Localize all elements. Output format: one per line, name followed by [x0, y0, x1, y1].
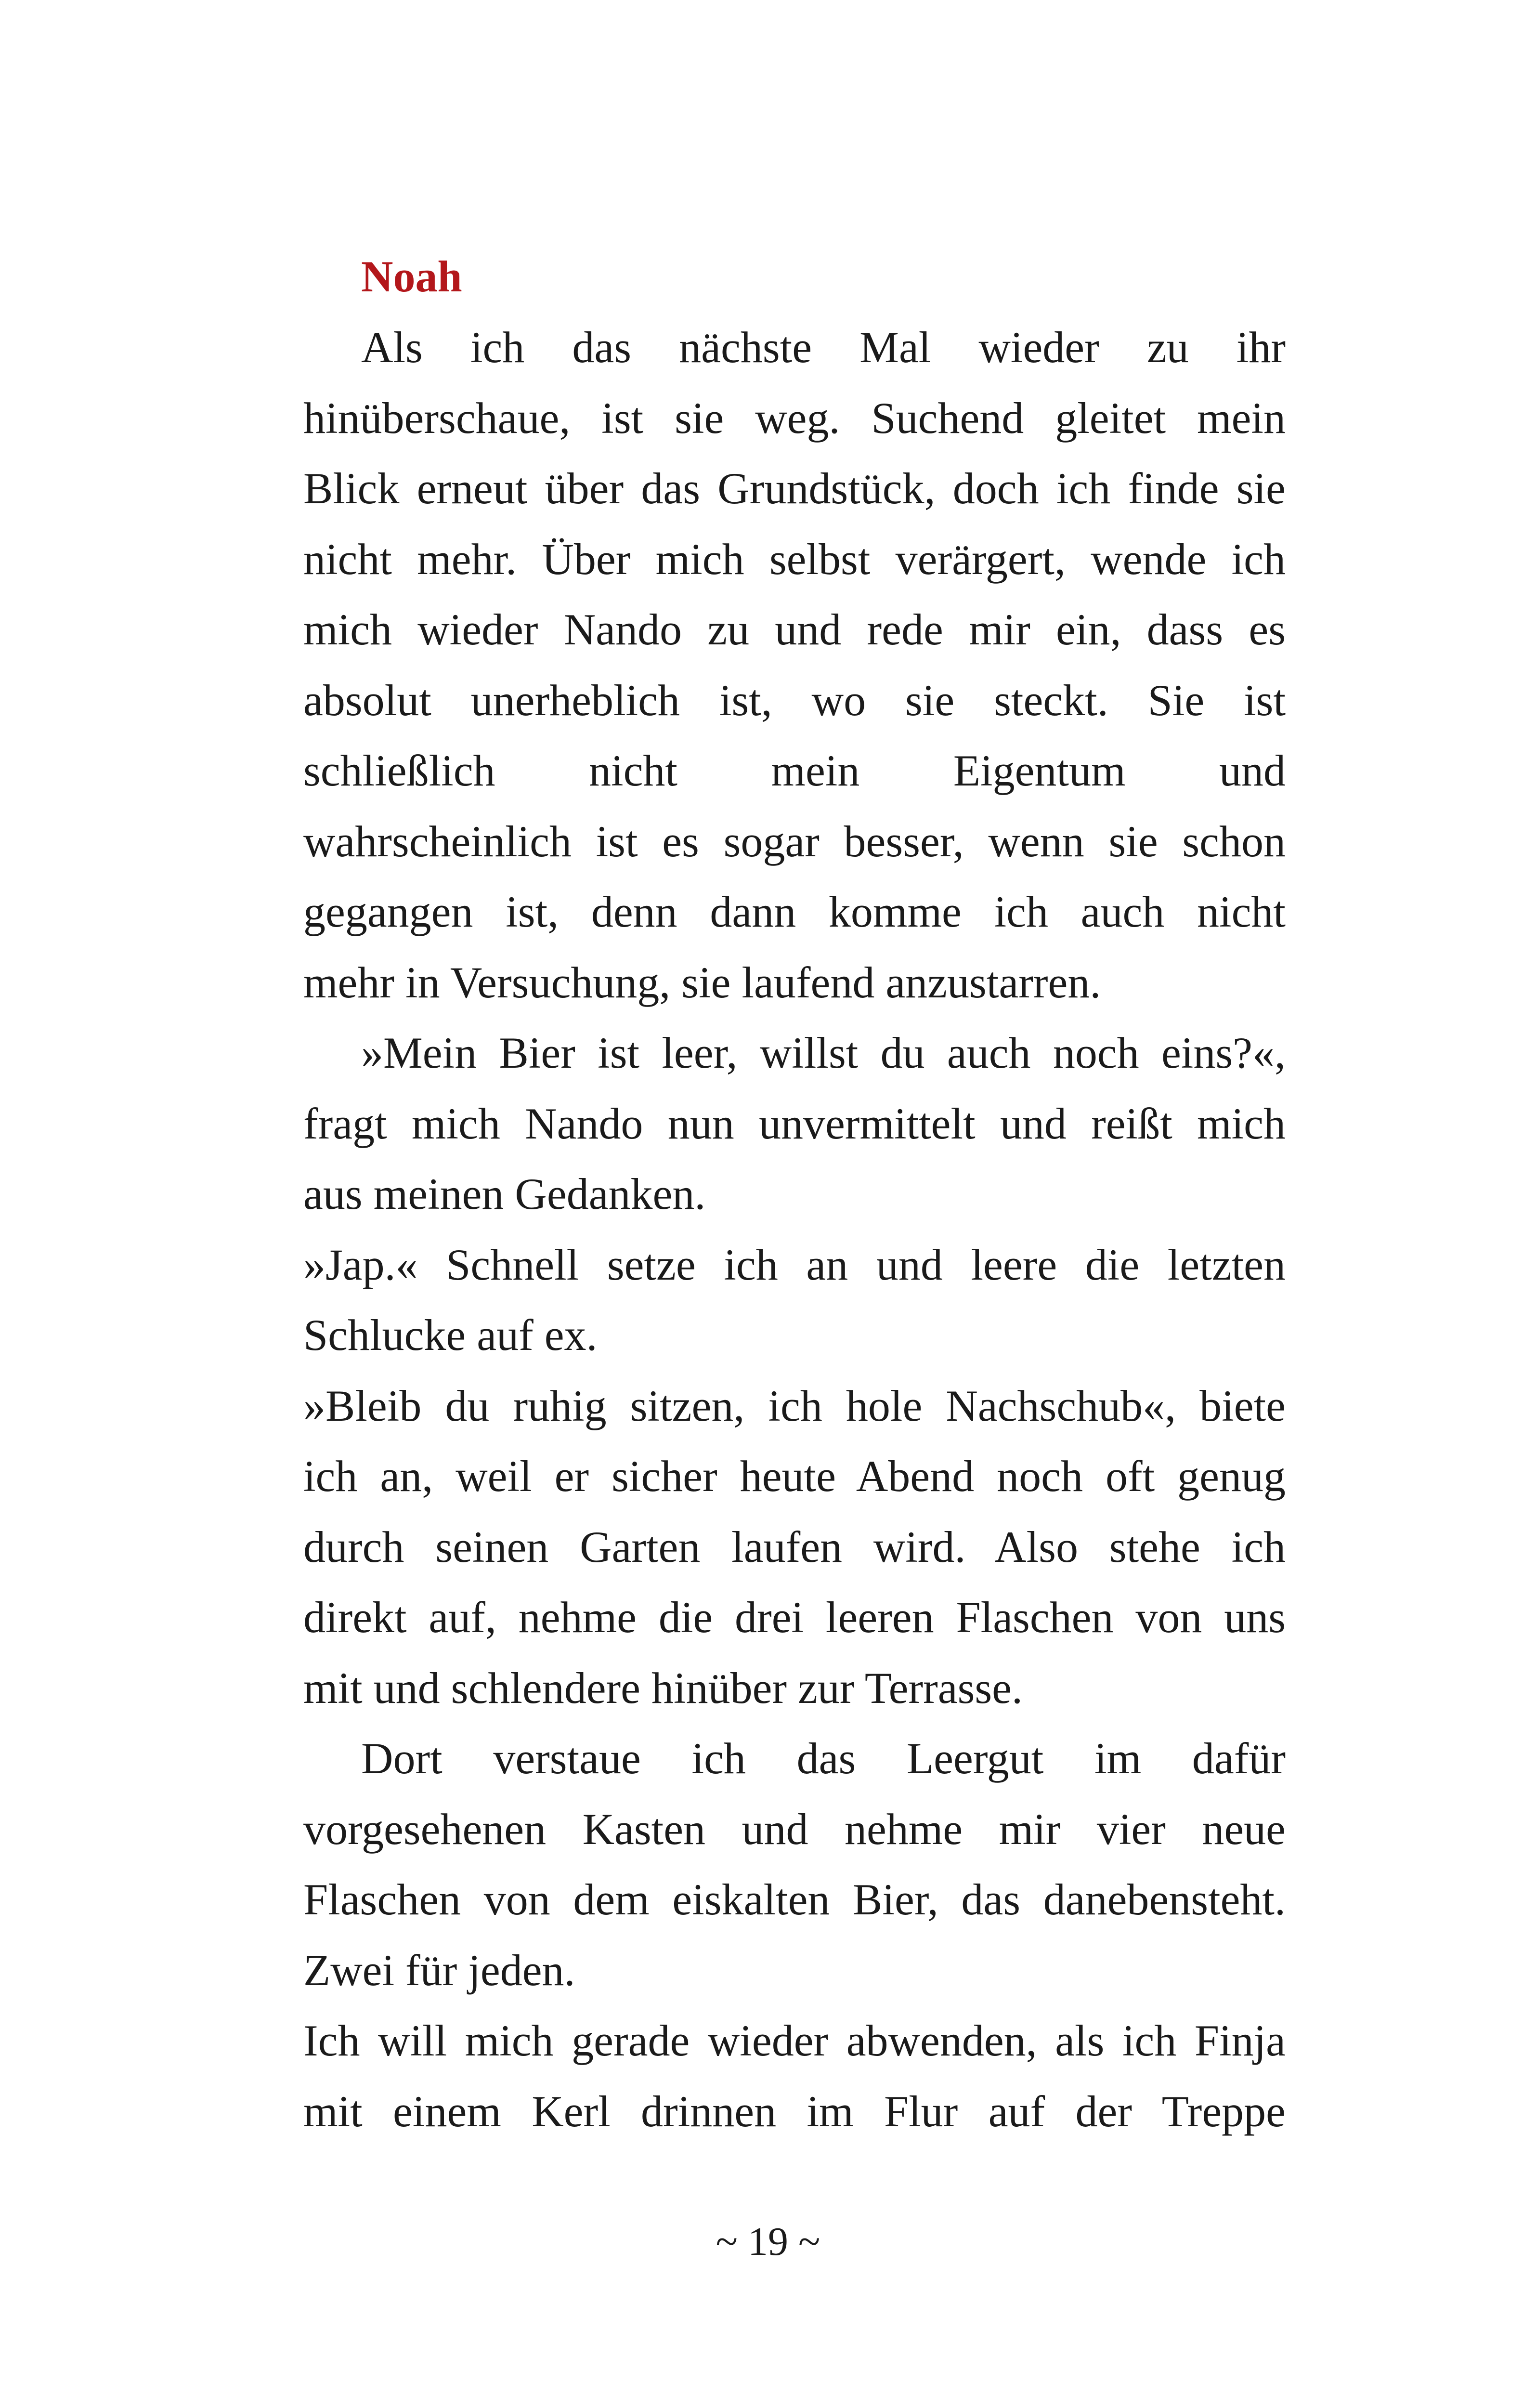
text-line: gegangen ist, denn dann komme ich auch nicht: [303, 887, 1286, 936]
text-line: Schlucke auf ex.: [303, 1310, 598, 1360]
text-line: Als ich das nächste Mal wieder zu ihr: [361, 323, 1286, 372]
text-line: mich wieder Nando zu und rede mir ein, dass es: [303, 605, 1286, 654]
text-line: fragt mich Nando nun unvermittelt und reißt mich: [303, 1099, 1286, 1148]
paragraph-1: [303, 312, 1286, 1018]
paragraph-5: [303, 1723, 1286, 2005]
text-line: schließlich nicht mein Eigentum und: [303, 746, 1286, 795]
paragraph-6: [303, 2005, 1286, 2146]
text-line: aus meinen Gedanken.: [303, 1169, 706, 1218]
text-line: mit und schlendere hinüber zur Terrasse.: [303, 1663, 1023, 1713]
text-line: nicht mehr. Über mich selbst verärgert, wende ich: [303, 534, 1286, 584]
chapter-heading: Noah: [361, 252, 462, 301]
paragraph-3: [303, 1230, 1286, 1371]
text-line: absolut unerheblich ist, wo sie steckt. Sie ist: [303, 675, 1286, 725]
paragraph-4: [303, 1371, 1286, 1724]
text-line: Zwei für jeden.: [303, 1945, 575, 1995]
text-line: mit einem Kerl drinnen im Flur auf der Treppe: [303, 2086, 1286, 2136]
text-line: wahrscheinlich ist es sogar besser, wenn sie schon: [303, 816, 1286, 866]
text-line: »Mein Bier ist leer, willst du auch noch eins?«,: [361, 1028, 1286, 1077]
text-line: Ich will mich gerade wieder abwenden, als ich Finja: [303, 2016, 1286, 2065]
text-line: Flaschen von dem eiskalten Bier, das danebensteht.: [303, 1875, 1286, 1924]
text-line: vorgesehenen Kasten und nehme mir vier neue: [303, 1804, 1286, 1854]
text-line: Dort verstaue ich das Leergut im dafür: [361, 1734, 1286, 1783]
book-page: [303, 241, 1286, 2146]
paragraph-2: [303, 1018, 1286, 1230]
text-line: »Jap.« Schnell setze ich an und leere die letzten: [303, 1240, 1286, 1289]
text-line: direkt auf, nehme die drei leeren Flaschen von uns: [303, 1593, 1286, 1642]
page-number: ~ 19 ~: [716, 2219, 820, 2264]
text-line: »Bleib du ruhig sitzen, ich hole Nachschub«, biete: [303, 1381, 1286, 1430]
text-line: Blick erneut über das Grundstück, doch ich finde sie: [303, 464, 1286, 513]
text-line: durch seinen Garten laufen wird. Also stehe ich: [303, 1522, 1286, 1571]
text-line: hinüberschaue, ist sie weg. Suchend gleitet mein: [303, 393, 1286, 443]
text-line: ich an, weil er sicher heute Abend noch oft genug: [303, 1452, 1286, 1501]
text-line: mehr in Versuchung, sie laufend anzustarren.: [303, 957, 1101, 1007]
